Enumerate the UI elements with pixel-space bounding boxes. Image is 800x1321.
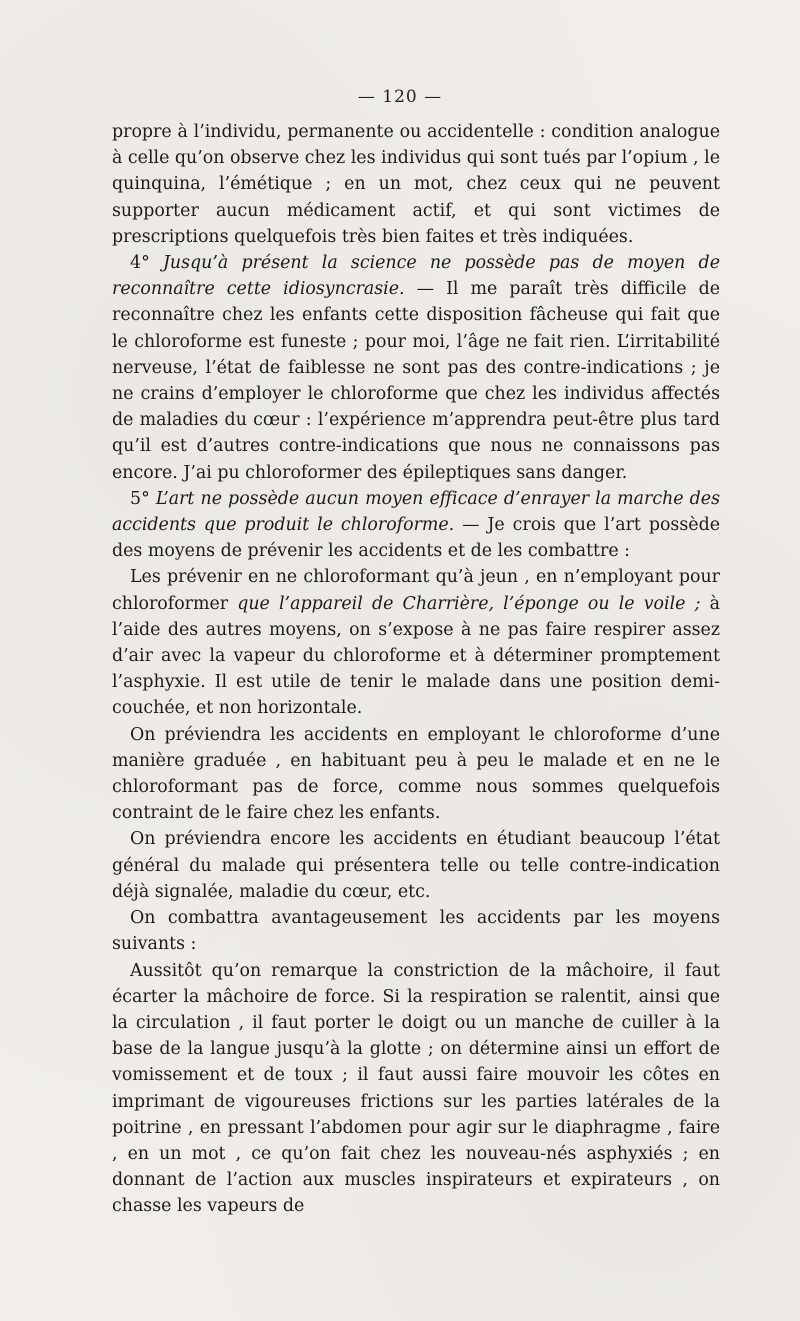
item-number-4: 4° <box>130 253 163 274</box>
item-4-heading: Jusqu’à présent la science ne possède pas de moyen de reconnaître cette idiosyncrasie. <box>112 253 720 300</box>
item-number-5: 5° <box>130 488 156 509</box>
paragraph-4-italic: que l’appareil de Charrière, l’éponge ou le voile ; <box>237 593 701 614</box>
paragraph-8: Aussitôt qu’on remarque la constriction de la mâchoire, il faut écarter la mâchoire de force. Si la respiration se ralentit, ainsi que la circulation , il faut porter le doigt ou un manche de cuiller à la base de la langue jusqu’à la glotte ; on détermine ainsi un effort de vomissement et de toux ; il faut aussi faire mouvoir les côtes en imprimant de vigoureuses frictions sur les parties latérales de la poitrine , en pressant l’abdomen pour agir sur le diaphragme , faire , en un mot , ce qu’on fait chez les nouveau-nés asphyxiés ; en donnant de l’action aux muscles inspirateurs et expirateurs , on chasse les vapeurs de <box>112 960 720 1217</box>
item-5-body: — Je crois que l’art possède des moyens de prévenir les accidents et de les combattre : <box>112 515 720 562</box>
item-4-body: — Il me paraît très difficile de reconnaître chez les enfants cette disposition fâcheuse qui fait que le chloroforme est funeste ; pour moi, l’âge ne fait rien. L’irritabilité nerveuse, l’état de faiblesse ne sont pas des contre-indications ; je ne crains d’employer le chloroforme que chez les individus affectés de maladies du cœur : l’expérience m’apprendra peut-être plus tard qu’il est d’autres contre-indications que nous ne connaissons pas encore. J’ai pu chloroformer des épileptiques sans danger. <box>112 279 720 483</box>
paragraph-4 <box>112 564 720 721</box>
page-number: — 120 — <box>357 87 443 107</box>
paragraph-3 <box>112 486 720 565</box>
paragraph-4-end: à l’aide des autres moyens, on s’expose à ne pas faire respirer assez d’air avec la vapeur du chloroforme et à déterminer promptement l’asphyxie. Il est utile de tenir le malade dans une position demi-couchée, et non horizontale. <box>112 593 720 719</box>
paragraph-1: propre à l’individu, permanente ou accidentelle : condition analogue à celle qu’on observe chez les individus qui sont tués par l’opium , le quinquina, l’émétique ; en un mot, chez ceux qui ne peuvent supporter aucun médicament actif, et qui sont victimes de prescriptions quelquefois très bien faites et très indiquées. <box>112 122 720 247</box>
paragraph-5: On préviendra les accidents en employant le chloroforme d’une manière graduée , en habituant peu à peu le malade et en ne le chloroformant pas de force, comme nous sommes quelquefois contraint de le faire chez les enfants. <box>112 724 720 824</box>
item-5-heading: L’art ne possède aucun moyen efficace d’enrayer la marche des accidents que produit le chloroforme. <box>112 488 720 536</box>
paragraph-6: On préviendra encore les accidents en étudiant beaucoup l’état général du malade qui présentera telle ou telle contre-indication déjà signalée, maladie du cœur, etc. <box>112 829 720 902</box>
paragraph-4-start: Les prévenir en ne chloroformant qu’à jeun , en n’employant pour chloroformer <box>112 567 720 614</box>
paragraph-2 <box>112 250 720 486</box>
body-text <box>112 119 720 1220</box>
paragraph-7: On combattra avantageusement les accidents par les moyens suivants : <box>112 908 720 955</box>
